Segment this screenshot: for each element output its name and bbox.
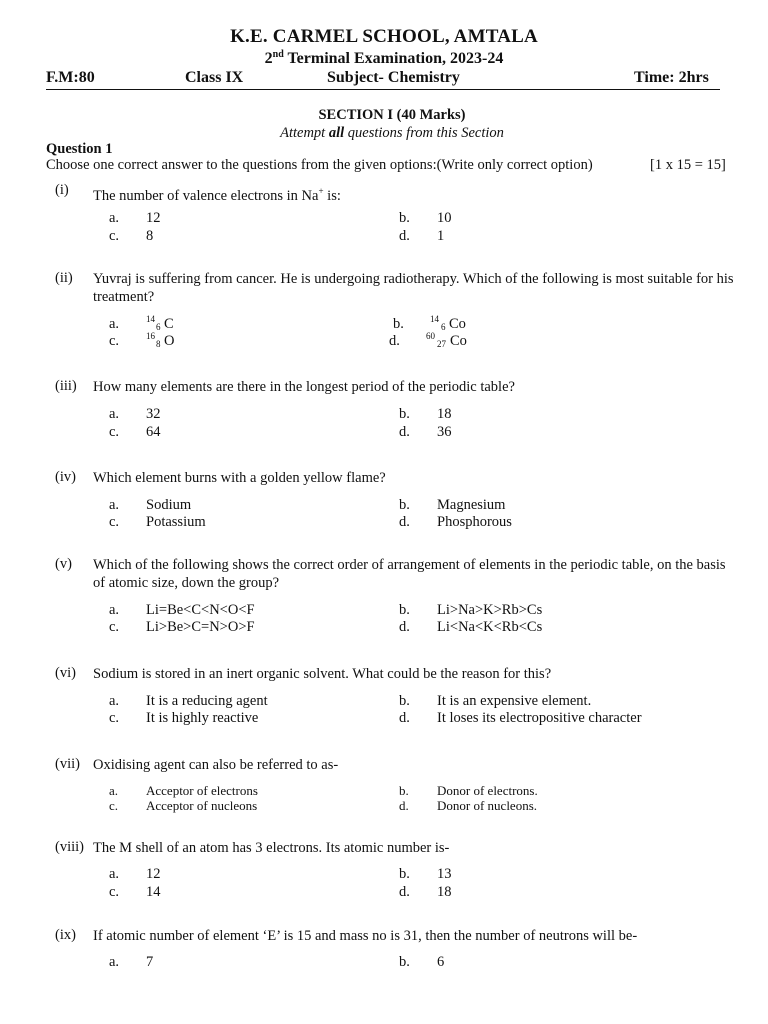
option-label: b.	[399, 693, 410, 709]
question-text	[93, 182, 738, 205]
option-label: b.	[399, 954, 410, 970]
question-text: If atomic number of element ‘E’ is 15 and mass no is 31, then the number of neutrons will be-	[93, 928, 638, 944]
option-text: 18	[437, 406, 452, 422]
option-text: Magnesium	[437, 497, 506, 513]
charge-superscript: +	[318, 186, 324, 196]
option-text: Li=Be<C<N<O<F	[146, 602, 255, 618]
question-text-main: The number of valence electrons in Na	[93, 187, 319, 204]
question-marks: [1 x 15 = 15]	[650, 157, 726, 173]
question-text: Sodium is stored in an inert organic solvent. What could be the reason for this?	[93, 666, 552, 682]
option-label: d.	[399, 798, 409, 813]
atomic-number: 6	[441, 322, 446, 332]
element-symbol: C	[164, 316, 174, 332]
question-number: (iv)	[55, 469, 76, 485]
option-text: Li>Na>K>Rb>Cs	[437, 602, 543, 618]
exam-name: Terminal Examination, 2023-24	[283, 50, 504, 67]
exam-info-line	[46, 69, 720, 90]
mass-number: 14	[430, 314, 439, 324]
element-symbol: Co	[450, 333, 467, 349]
element-symbol: Co	[449, 316, 466, 332]
option-label: b.	[399, 602, 410, 618]
option-label: c.	[109, 798, 119, 813]
option-text: 6	[437, 954, 445, 970]
option-label: a.	[109, 954, 120, 970]
option-text: Phosphorous	[437, 514, 512, 530]
option-label: b.	[399, 406, 410, 422]
section-instruction-post: questions from this Section	[344, 125, 504, 141]
option-text: It is an expensive element.	[437, 693, 592, 709]
option-label: b.	[399, 783, 409, 798]
element-symbol: O	[164, 333, 175, 349]
option-text: 12	[146, 210, 161, 226]
question-number: (viii)	[55, 839, 84, 855]
option-text: 18	[437, 884, 452, 900]
option-text: 32	[146, 406, 161, 422]
option-label: a.	[109, 497, 120, 513]
option-label: d.	[399, 884, 410, 900]
question-text: How many elements are there in the longest period of the periodic table?	[93, 379, 515, 395]
option-text: Donor of electrons.	[437, 783, 538, 798]
section-instruction-bold: all	[328, 125, 345, 141]
option-label: b.	[399, 497, 410, 513]
option-text: 7	[146, 954, 154, 970]
mass-number: 14	[146, 314, 155, 324]
time-label: Time: 2hrs	[634, 69, 709, 86]
mass-number: 16	[146, 331, 155, 341]
option-text: Acceptor of nucleons	[146, 798, 258, 813]
question-heading: Question 1	[46, 141, 113, 157]
option-label: a.	[109, 602, 120, 618]
option-label: a.	[109, 210, 120, 226]
option-text: 36	[437, 424, 452, 440]
option-text: Potassium	[146, 514, 206, 530]
question-text: The M shell of an atom has 3 electrons. Its atomic number is-	[93, 840, 450, 856]
question-number: (iii)	[55, 378, 77, 394]
option-text: 1	[437, 228, 445, 244]
atomic-number: 27	[437, 339, 446, 349]
option-label: d.	[399, 710, 410, 726]
option-text: It is highly reactive	[146, 710, 259, 726]
question-number: (v)	[55, 556, 72, 572]
option-label: a.	[109, 406, 120, 422]
option-label: b.	[399, 866, 410, 882]
option-label: c.	[109, 424, 120, 440]
option-text: Donor of nucleons.	[437, 798, 538, 813]
option-label: c.	[109, 619, 120, 635]
option-label: d.	[399, 228, 410, 244]
question-number: (ix)	[55, 927, 76, 943]
option-label: c.	[109, 514, 120, 530]
option-text: 64	[146, 424, 161, 440]
option-label: d.	[389, 333, 400, 349]
school-name: K.E. CARMEL SCHOOL, AMTALA	[230, 26, 538, 47]
option-text: It is a reducing agent	[146, 693, 268, 709]
option-label: a.	[109, 316, 120, 332]
option-text: Li>Be>C=N>O>F	[146, 619, 255, 635]
section-title: SECTION I (40 Marks)	[318, 107, 466, 123]
option-label: c.	[109, 884, 120, 900]
section-instruction	[0, 125, 768, 142]
question-number: (vi)	[55, 665, 76, 681]
full-marks: F.M:80	[46, 69, 95, 86]
option-text: 12	[146, 866, 161, 882]
question-instruction: Choose one correct answer to the questions from the given options:(Write only correct option)	[46, 157, 593, 173]
atomic-number: 6	[156, 322, 161, 332]
option-label: d.	[399, 514, 410, 530]
option-label: b.	[393, 316, 404, 332]
option-label: c.	[109, 333, 120, 349]
question-text-end: is:	[323, 187, 341, 204]
option-label: d.	[399, 424, 410, 440]
atomic-number: 8	[156, 339, 161, 349]
question-text: Yuvraj is suffering from cancer. He is undergoing radiotherapy. Which of the following is most suitable for his treatment?	[93, 271, 734, 305]
option-text: 14	[146, 884, 161, 900]
option-text: Acceptor of electrons	[146, 783, 258, 798]
exam-title	[0, 49, 768, 68]
class-label: Class IX	[185, 69, 244, 86]
question-number: (i)	[55, 182, 69, 198]
option-label: d.	[399, 619, 410, 635]
option-label: c.	[109, 228, 120, 244]
option-label: c.	[109, 710, 120, 726]
question-number: (ii)	[55, 270, 73, 286]
option-text: 8	[146, 228, 154, 244]
option-label: b.	[399, 210, 410, 226]
mass-number: 60	[426, 331, 435, 341]
option-text: Li<Na<K<Rb<Cs	[437, 619, 543, 635]
subject-label: Subject- Chemistry	[327, 69, 460, 86]
option-text: Sodium	[146, 497, 192, 513]
option-text: 13	[437, 866, 452, 882]
option-text: 10	[437, 210, 452, 226]
question-text: Which element burns with a golden yellow flame?	[93, 470, 386, 486]
option-text: It loses its electropositive character	[437, 710, 642, 726]
option-label: a.	[109, 693, 120, 709]
question-number: (vii)	[55, 756, 80, 772]
section-instruction-pre: Attempt	[280, 125, 329, 141]
exam-ordinal: nd	[272, 49, 284, 60]
exam-number: 2	[264, 50, 273, 67]
question-text: Oxidising agent can also be referred to as-	[93, 757, 339, 773]
question-text: Which of the following shows the correct order of arrangement of elements in the periodic table, on the basis of atomic size, down the group?	[93, 557, 726, 591]
option-label: a.	[109, 783, 119, 798]
option-label: a.	[109, 866, 120, 882]
